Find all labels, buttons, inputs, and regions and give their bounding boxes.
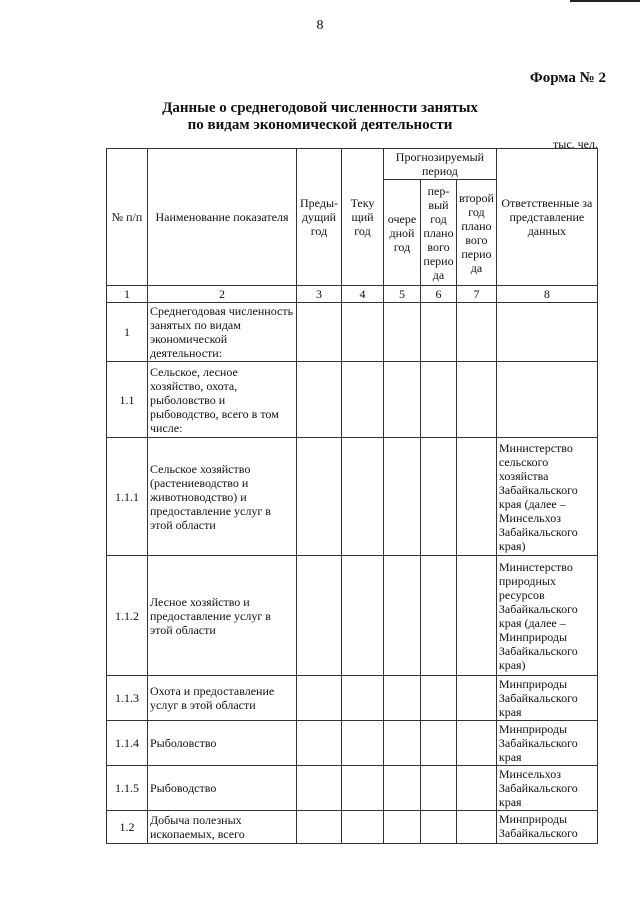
column-number: 8 [496, 286, 597, 303]
row-responsible [496, 303, 597, 362]
cell-empty [342, 721, 384, 766]
cell-empty [457, 438, 497, 556]
column-number: 3 [297, 286, 342, 303]
cell-empty [384, 303, 421, 362]
header-plan-year-1: пер-вый год плано вого перио да [421, 180, 457, 286]
cell-empty [342, 676, 384, 721]
row-responsible: Министерство природных ресурсов Забайкальского края (далее – Минприроды Забайкальского края) [496, 556, 597, 676]
cell-empty [421, 438, 457, 556]
table-row [107, 811, 598, 844]
cell-empty [457, 362, 497, 438]
page-number: 8 [316, 18, 324, 33]
row-name: Охота и предоставление услуг в этой области [148, 676, 297, 721]
document-title [0, 100, 640, 134]
cell-empty [421, 811, 457, 844]
cell-empty [384, 721, 421, 766]
cell-empty [384, 766, 421, 811]
column-number: 2 [148, 286, 297, 303]
header-next-year: очере дной год [384, 180, 421, 286]
column-number: 6 [421, 286, 457, 303]
row-name: Рыбоводство [148, 766, 297, 811]
row-responsible: Минприроды Забайкальского [496, 811, 597, 844]
cell-empty [457, 766, 497, 811]
units-label: тыс. чел. [553, 137, 598, 151]
table-row [107, 303, 598, 362]
row-name: Рыболовство [148, 721, 297, 766]
cell-empty [342, 303, 384, 362]
row-number: 1.2 [107, 811, 148, 844]
form-label: Форма № 2 [529, 70, 606, 86]
header-row-1 [107, 149, 598, 180]
title-line-1: Данные о среднегодовой численности занятых [162, 100, 478, 116]
cell-empty [384, 438, 421, 556]
cell-empty [342, 811, 384, 844]
row-name: Среднегодовая численность занятых по видам экономической деятельности: [148, 303, 297, 362]
table-row [107, 721, 598, 766]
header-current-year: Теку щий год [342, 149, 384, 286]
cell-empty [342, 766, 384, 811]
cell-empty [384, 811, 421, 844]
row-number: 1.1.3 [107, 676, 148, 721]
table-row [107, 676, 598, 721]
row-responsible: Минсельхоз Забайкальского края [496, 766, 597, 811]
row-responsible [496, 362, 597, 438]
header-plan-year-2: второй год плано вого перио да [457, 180, 497, 286]
row-number: 1.1.4 [107, 721, 148, 766]
column-number: 7 [457, 286, 497, 303]
cell-empty [297, 721, 342, 766]
cell-empty [457, 303, 497, 362]
cell-empty [457, 811, 497, 844]
cell-empty [421, 766, 457, 811]
cell-empty [297, 303, 342, 362]
table-row [107, 438, 598, 556]
cell-empty [384, 362, 421, 438]
cell-empty [297, 438, 342, 556]
cell-empty [342, 438, 384, 556]
table-row [107, 362, 598, 438]
row-number: 1.1.1 [107, 438, 148, 556]
row-number: 1.1 [107, 362, 148, 438]
cell-empty [421, 721, 457, 766]
cell-empty [421, 303, 457, 362]
row-name: Лесное хозяйство и предоставление услуг в этой области [148, 556, 297, 676]
row-name: Сельское, лесное хозяйство, охота, рыболовство и рыбоводство, всего в том числе: [148, 362, 297, 438]
cell-empty [342, 362, 384, 438]
row-responsible: Минприроды Забайкальского края [496, 676, 597, 721]
cell-empty [297, 556, 342, 676]
column-number: 5 [384, 286, 421, 303]
cell-empty [297, 362, 342, 438]
table-row [107, 556, 598, 676]
row-name: Сельское хозяйство (растениеводство и животноводство) и предоставление услуг в этой области [148, 438, 297, 556]
column-number: 4 [342, 286, 384, 303]
cell-empty [457, 556, 497, 676]
cell-empty [457, 676, 497, 721]
title-line-2: по видам экономической деятельности [187, 117, 453, 133]
table-row [107, 766, 598, 811]
cell-empty [384, 556, 421, 676]
header-name: Наименование показателя [148, 149, 297, 286]
cell-empty [421, 362, 457, 438]
cell-empty [297, 676, 342, 721]
cell-empty [384, 676, 421, 721]
cell-empty [297, 766, 342, 811]
header-prev-year: Преды-дущий год [297, 149, 342, 286]
employment-table [106, 148, 598, 844]
corner-mark [570, 0, 640, 2]
column-number-row [107, 286, 598, 303]
row-responsible: Минприроды Забайкальского края [496, 721, 597, 766]
row-responsible: Министерство сельского хозяйства Забайкальского края (далее – Минсельхоз Забайкальского края) [496, 438, 597, 556]
cell-empty [421, 556, 457, 676]
cell-empty [342, 556, 384, 676]
row-number: 1.1.5 [107, 766, 148, 811]
header-num: № п/п [107, 149, 148, 286]
row-number: 1.1.2 [107, 556, 148, 676]
header-responsible: Ответственные за представление данных [496, 149, 597, 286]
column-number: 1 [107, 286, 148, 303]
row-name: Добыча полезных ископаемых, всего [148, 811, 297, 844]
cell-empty [421, 676, 457, 721]
cell-empty [457, 721, 497, 766]
header-forecast-period: Прогнозируемый период [384, 149, 497, 180]
row-number: 1 [107, 303, 148, 362]
cell-empty [297, 811, 342, 844]
